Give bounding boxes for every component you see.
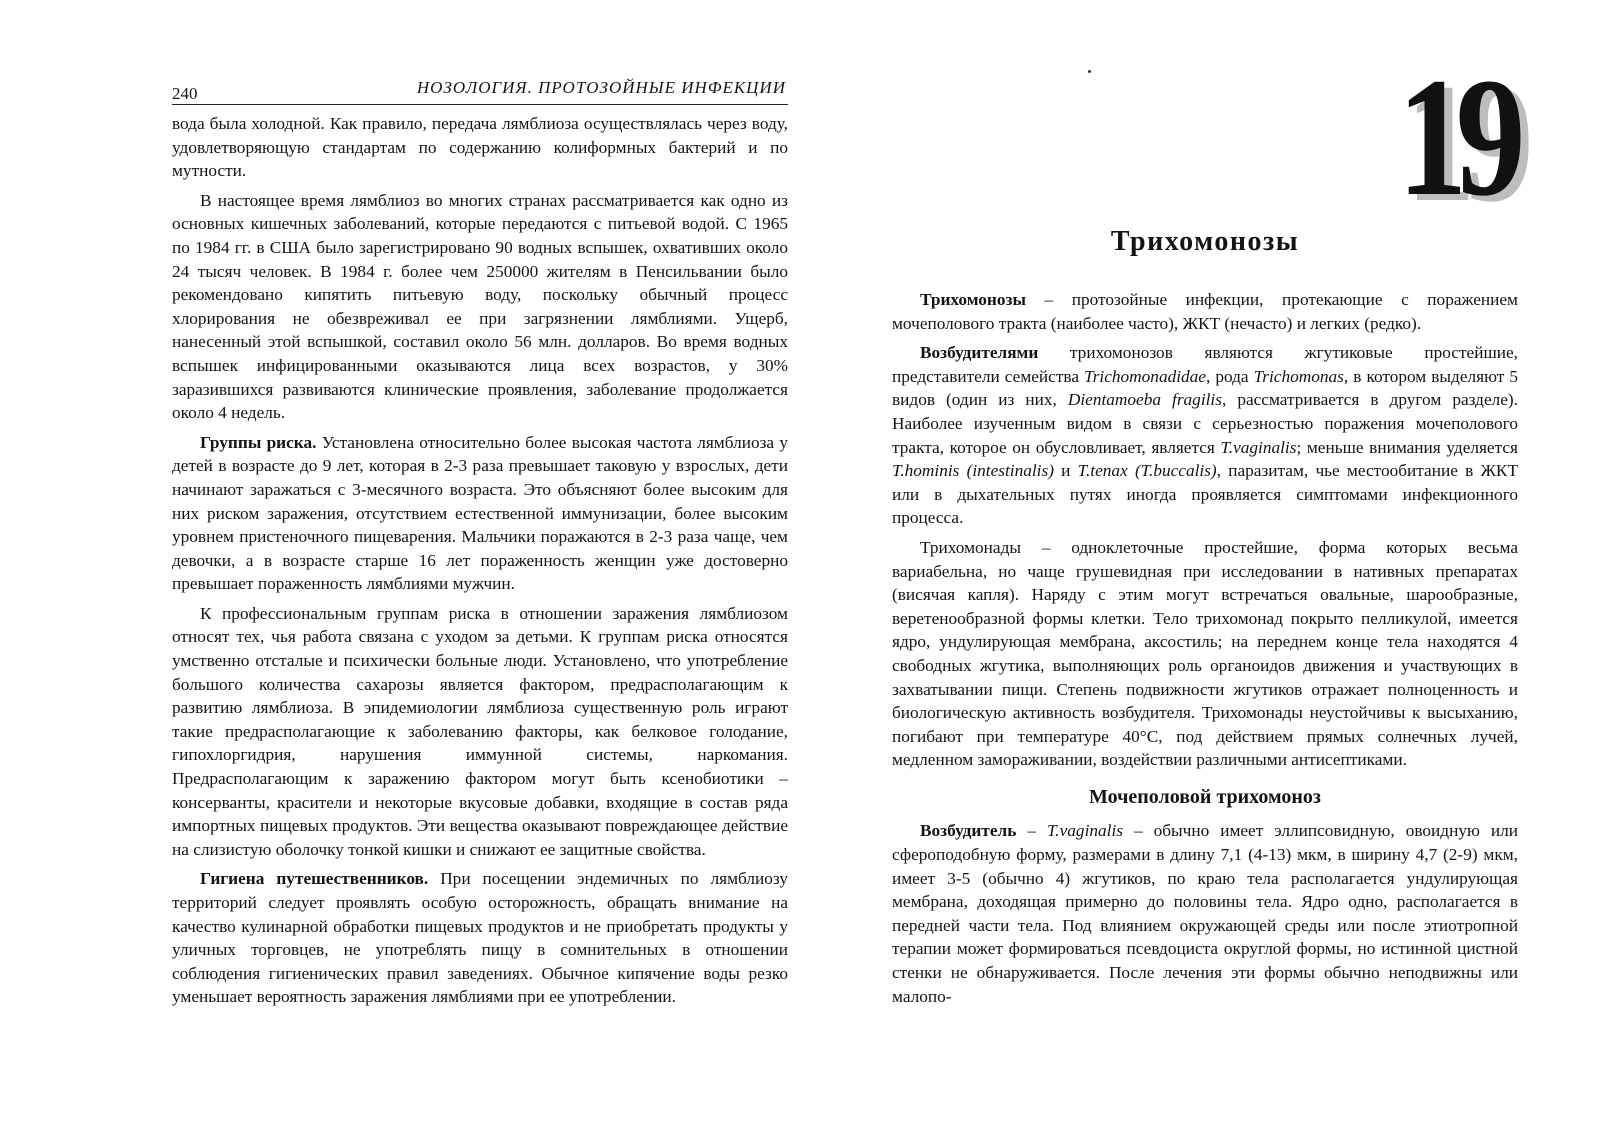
right-body-text: [892, 288, 1518, 1014]
running-head: [172, 78, 788, 105]
text-run: ; меньше внимания уделяется: [1296, 437, 1518, 457]
term-bold: Возбудителями: [920, 343, 1039, 363]
paragraph: [892, 819, 1518, 1008]
latin-term: T.vaginalis: [1046, 821, 1123, 841]
text-run: , рода: [1205, 366, 1254, 386]
section-heading: Мочеполовой трихомоноз: [1089, 785, 1321, 808]
paragraph: [892, 341, 1518, 530]
text-run: –: [1016, 821, 1047, 841]
latin-term: Trichomonadidae: [1084, 366, 1206, 386]
text-run: и: [1053, 461, 1078, 481]
paragraph-text: Установлена относительно более высокая частота лямблиоза у детей в возрасте до 9 лет, которая в 2-3 раза превышает таковую у взрослых, дети начинают заражаться с 3-месячного возраста. Это объясняют более высоким для них риском заражения, отсутствием естественной иммунизации, более высоким уровнем пристеночного пищеварения. Мальчики поражаются в 2-3 раза чаще, чем девочки, а в возрасте старше 16 лет пораженность женщин уже достоверно превышает пораженность лямблиями мужчин.: [172, 432, 788, 594]
page-number: 240: [172, 84, 198, 103]
term-bold: Возбудитель: [920, 821, 1017, 841]
paragraph-text: При посещении эндемичных по лямблиозу территорий следует проявлять особую осторожность, обращать внимание на качество кулинарной обработки пищевых продуктов и не приобретать продукты у уличных торговцев, не употреблять пищу в сомнительных в отношении соблюдения гигиенических правил заведениях. Обычное кипячение воды резко уменьшает вероятность заражения лямблиями при ее употреблении.: [172, 869, 788, 1007]
chapter-title: Трихомонозы: [1110, 226, 1300, 257]
paragraph: [892, 288, 1518, 335]
latin-term: T.vaginalis: [1220, 437, 1297, 457]
text-run: , паразитам, чье местообитание в ЖКТ или в дыхательных путях иногда проявляется симптомами инфекционного процесса.: [892, 461, 1519, 528]
paragraph-text: – протозойные инфекции, протекающие с поражением мочеполового тракта (наиболее часто), ЖКТ (нечасто) и легких (редко).: [892, 290, 1518, 333]
paragraph: [172, 867, 788, 1009]
paragraph: Трихомонады – одноклеточные простейшие, форма которых весьма вариабельна, но чаще грушевидная при исследовании в нативных препаратах (висячая капля). Наряду с этим могут встречаться овальные, шарообразные, веретенообразной формы клетки. Тело трихомонад покрыто пелликулой, имеется ядро, ундулирующая мембрана, аксостиль; на переднем конце тела находятся 4 свободных жгутика, выполняющих роль органоидов движения и участвующих в захватывании пищи. Степень подвижности жгутиков отражает полноценность и биологическую активность возбудителя. Трихомонады неустойчивы к высыханию, погибают при температуре 40°C, под действием прямых солнечных лучей, медленном замораживании, воздействии различными антисептиками.: [892, 537, 1518, 770]
left-page: [172, 0, 788, 1132]
text-run: – обычно имеет эллипсовидную, овоидную или сфероподобную форму, размерами в длину 7,1 (4-13) мкм, в ширину 4,7 (2-9) мкм, имеет 3-5 (обычно 4) жгутиков, по краю тела располагается ундулирующая мембрана, доходящая примерно до половины тела. Ядро одно, располагается в передней части тела. Под влиянием окружающей среды или после этиотропной терапии может формироваться псевдоциста округлой формы, но истинной цистной стенки не обнаруживается. После лечения эти формы обычно неподвижны или малопо-: [892, 821, 1519, 1006]
term-bold: Трихомонозы: [920, 290, 1026, 309]
left-body-text: [172, 112, 788, 1015]
paragraph: вода была холодной. Как правило, передача лямблиоза осуществлялась через воду, удовлетворяющую стандартам по содержанию колиформных бактерий и по мутности.: [172, 114, 788, 181]
paragraph: В настоящее время лямблиоз во многих странах рассматривается как одно из основных кишечных заболеваний, которые передаются с питьевой водой. С 1965 по 1984 гг. в США было зарегистрировано 90 водных вспышек, охвативших около 24 тысяч человек. В 1984 г. более чем 250000 жителям в Пенсильвании было рекомендовано кипятить питьевую воду, поскольку обычный процесс хлорирования не обезвреживал ее при загрязнении лямблиями. Ущерб, нанесенный этой вспышкой, составил около 56 млн. долларов. Во время водных вспышек инфицированными оказываются лица всех возрастов, у 30% заразившихся развиваются клинические проявления, заболевание продолжается около 4 недель.: [172, 190, 788, 423]
paragraph: К профессиональным группам риска в отношении заражения лямблиозом относят тех, чья работа связана с уходом за детьми. К группам риска относятся умственно отсталые и психически больные люди. Установлено, что употребление большого количества сахарозы является фактором, предрасполагающим к развитию лямблиоза. В эпидемиологии лямблиоза существенную роль играют такие предрасполагающие к заболеванию факторы, как белковое голодание, гипохлоргидрия, нарушения иммунной системы, наркомания. Предрасполагающим к заражению фактором могут быть ксенобиотики – консерванты, красители и некоторые вкусовые добавки, входящие в состав ряда импортных пищевых продуктов. Эти вещества оказывают повреждающее действие на слизистую оболочку тонкой кишки и снижают ее защитные свойства.: [172, 603, 788, 859]
latin-term: T.hominis (intestinalis): [892, 461, 1054, 481]
paragraph: [172, 431, 788, 596]
chapter-number: 19: [1397, 43, 1514, 231]
text-run: , в котором выделяют 5 видов (один из них,: [892, 366, 1518, 410]
run-in-heading: Гигиена путешественников.: [200, 869, 429, 889]
run-in-heading: Группы риска.: [200, 432, 317, 452]
latin-term: T.tenax (T.buccalis): [1077, 461, 1217, 481]
latin-term: Dientamoeba fragilis: [1067, 390, 1222, 410]
text-run: , рассматривается в другом разделе). Наиболее изученным видом в связи с серьезностью поражения мочеполового тракта, которое он обусловливает, является: [892, 390, 1519, 457]
running-title: НОЗОЛОГИЯ. ПРОТОЗОЙНЫЕ ИНФЕКЦИИ: [416, 78, 786, 97]
text-run: трихомонозов являются жгутиковые простейшие, представители семейства: [892, 343, 1518, 386]
right-page: [892, 0, 1518, 1132]
latin-term: Trichomonas: [1253, 366, 1344, 386]
